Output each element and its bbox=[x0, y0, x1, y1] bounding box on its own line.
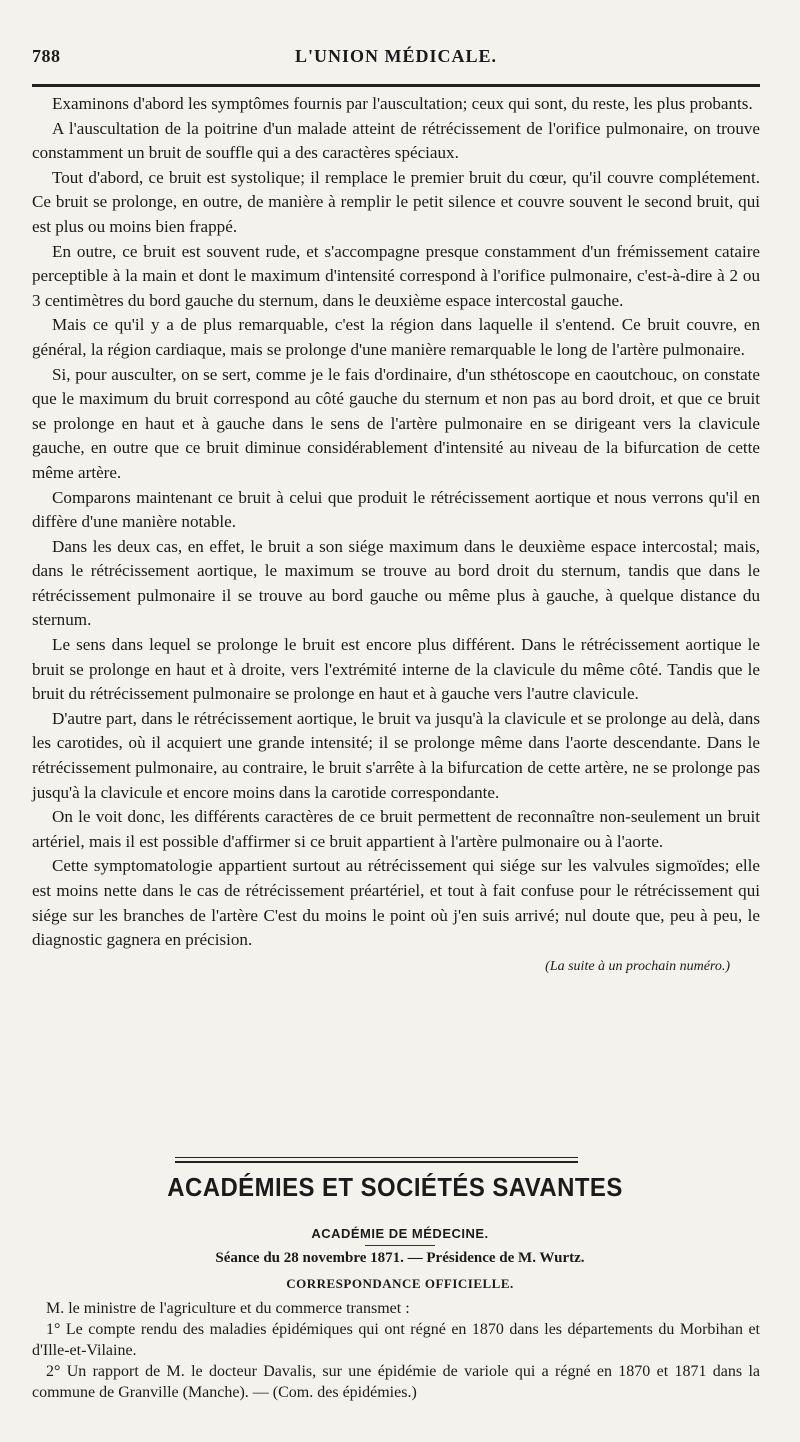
article-paragraph: Cette symptomatologie appartient surtout au rétrécissement qui siége sur les valvules sigmoïdes; elle est moins nette dans le cas de rétrécissement préartériel, et tout à fait confuse pour le rétrécissement qui siége sur les branches de l'artère C'est du moins le point où j'en suis arrivé; nul doute que, peu à peu, le diagnostic gagnera en précision. bbox=[32, 856, 760, 950]
correspondance-heading: CORRESPONDANCE OFFICIELLE. bbox=[286, 1276, 514, 1291]
header-rule bbox=[32, 84, 760, 87]
article-paragraph: A l'auscultation de la poitrine d'un malade atteint de rétrécissement de l'orifice pulmonaire, on trouve constamment un bruit de souffle qui a des caractères spéciaux. bbox=[32, 118, 760, 163]
article-paragraph: Examinons d'abord les symptômes fournis par l'auscultation; ceux qui sont, du reste, les plus probants. bbox=[52, 94, 753, 113]
section-subtitle: ACADÉMIE DE MÉDECINE. bbox=[311, 1226, 489, 1241]
section-title: ACADÉMIES ET SOCIÉTÉS SAVANTES bbox=[167, 1172, 623, 1202]
journal-title: L'UNION MÉDICALE. bbox=[294, 46, 498, 66]
subtitle-rule bbox=[365, 1245, 435, 1246]
article-paragraph: Comparons maintenant ce bruit à celui que produit le rétrécissement aortique et nous verrons qu'il en diffère d'une manière notable. bbox=[32, 487, 760, 532]
article-paragraph: Dans les deux cas, en effet, le bruit a son siége maximum dans le deuxième espace intercostal; mais, dans le rétrécissement aortique, le maximum se trouve au bord droit du sternum, tandis que dans le rétrécissement pulmonaire il se trouve au bord gauche ou même plus à gauche, à quelque distance du sternum. bbox=[32, 536, 760, 630]
article-paragraph: On le voit donc, les différents caractères de ce bruit permettent de reconnaître non-seulement un bruit artériel, mais il est possible d'affirmer si ce bruit appartient à l'artère pulmonaire ou à l'aorte. bbox=[32, 807, 760, 851]
continued-note: (La suite à un prochain numéro.) bbox=[545, 958, 730, 974]
article-paragraph: Si, pour ausculter, on se sert, comme je le fais d'ordinaire, d'un sthétoscope en caoutchouc, on constate que le maximum du bruit correspond au côté gauche du sternum et non pas au bord droit, et que ce bruit se prolonge en haut et à gauche dans le sens de l'artère pulmonaire en se dirigeant vers la clavicule gauche, en outre que ce bruit diminue considérablement d'intensité au niveau de la bifurcation de cette même artère. bbox=[32, 364, 760, 482]
article-paragraph: En outre, ce bruit est souvent rude, et s'accompagne presque constamment d'un frémissement cataire perceptible à la main et dont le maximum d'intensité correspond à l'orifice pulmonaire, c'est-à-dire à 2 ou 3 centimètres du bord gauche du sternum, dans le deuxième espace intercostal gauche. bbox=[32, 241, 760, 310]
article-paragraph: D'autre part, dans le rétrécissement aortique, le bruit va jusqu'à la clavicule et se prolonge au delà, dans les carotides, où il acquiert une grande intensité; il se prolonge même dans l'aorte descendante. Dans le rétrécissement pulmonaire, au contraire, le bruit s'arrête à la bifurcation de cette artère, ne se prolonge pas jusqu'à la clavicule et encore moins dans la carotide correspondante. bbox=[32, 708, 760, 802]
academy-body bbox=[32, 1298, 760, 1403]
article-body bbox=[32, 92, 760, 979]
running-header bbox=[32, 46, 760, 80]
academy-paragraph: M. le ministre de l'agriculture et du commerce transmet : bbox=[46, 1300, 410, 1317]
section-rule bbox=[175, 1157, 578, 1163]
academy-paragraph: 2° Un rapport de M. le docteur Davalis, sur une épidémie de variole qui a régné en 1870 et 1871 dans la commune de Granville (Manche). — (Com. des épidémies.) bbox=[32, 1363, 760, 1401]
article-paragraph: Mais ce qu'il y a de plus remarquable, c'est la région dans laquelle il s'entend. Ce bruit couvre, en général, la région cardiaque, mais se prolonge d'une manière remarquable le long de l'artère pulmonaire. bbox=[32, 315, 760, 359]
seance-line: Séance du 28 novembre 1871. — Présidence de M. Wurtz. bbox=[215, 1250, 585, 1266]
article-paragraph: Le sens dans lequel se prolonge le bruit est encore plus différent. Dans le rétrécissement aortique le bruit se prolonge en haut et à droite, vers l'extrémité interne de la clavicule du même côté. Tandis que le bruit du rétrécissement pulmonaire se prolonge en haut et à gauche vers l'autre clavicule. bbox=[32, 635, 760, 704]
page-number: 788 bbox=[32, 46, 61, 66]
article-paragraph: Tout d'abord, ce bruit est systolique; il remplace le premier bruit du cœur, qu'il couvre complétement. Ce bruit se prolonge, en outre, de manière à remplir le petit silence et couvre souvent le second bruit, qui est plus ou moins bien frappé. bbox=[32, 167, 760, 236]
academy-paragraph: 1° Le compte rendu des maladies épidémiques qui ont régné en 1870 dans les départements du Morbihan et d'Ille-et-Vilaine. bbox=[32, 1321, 760, 1359]
